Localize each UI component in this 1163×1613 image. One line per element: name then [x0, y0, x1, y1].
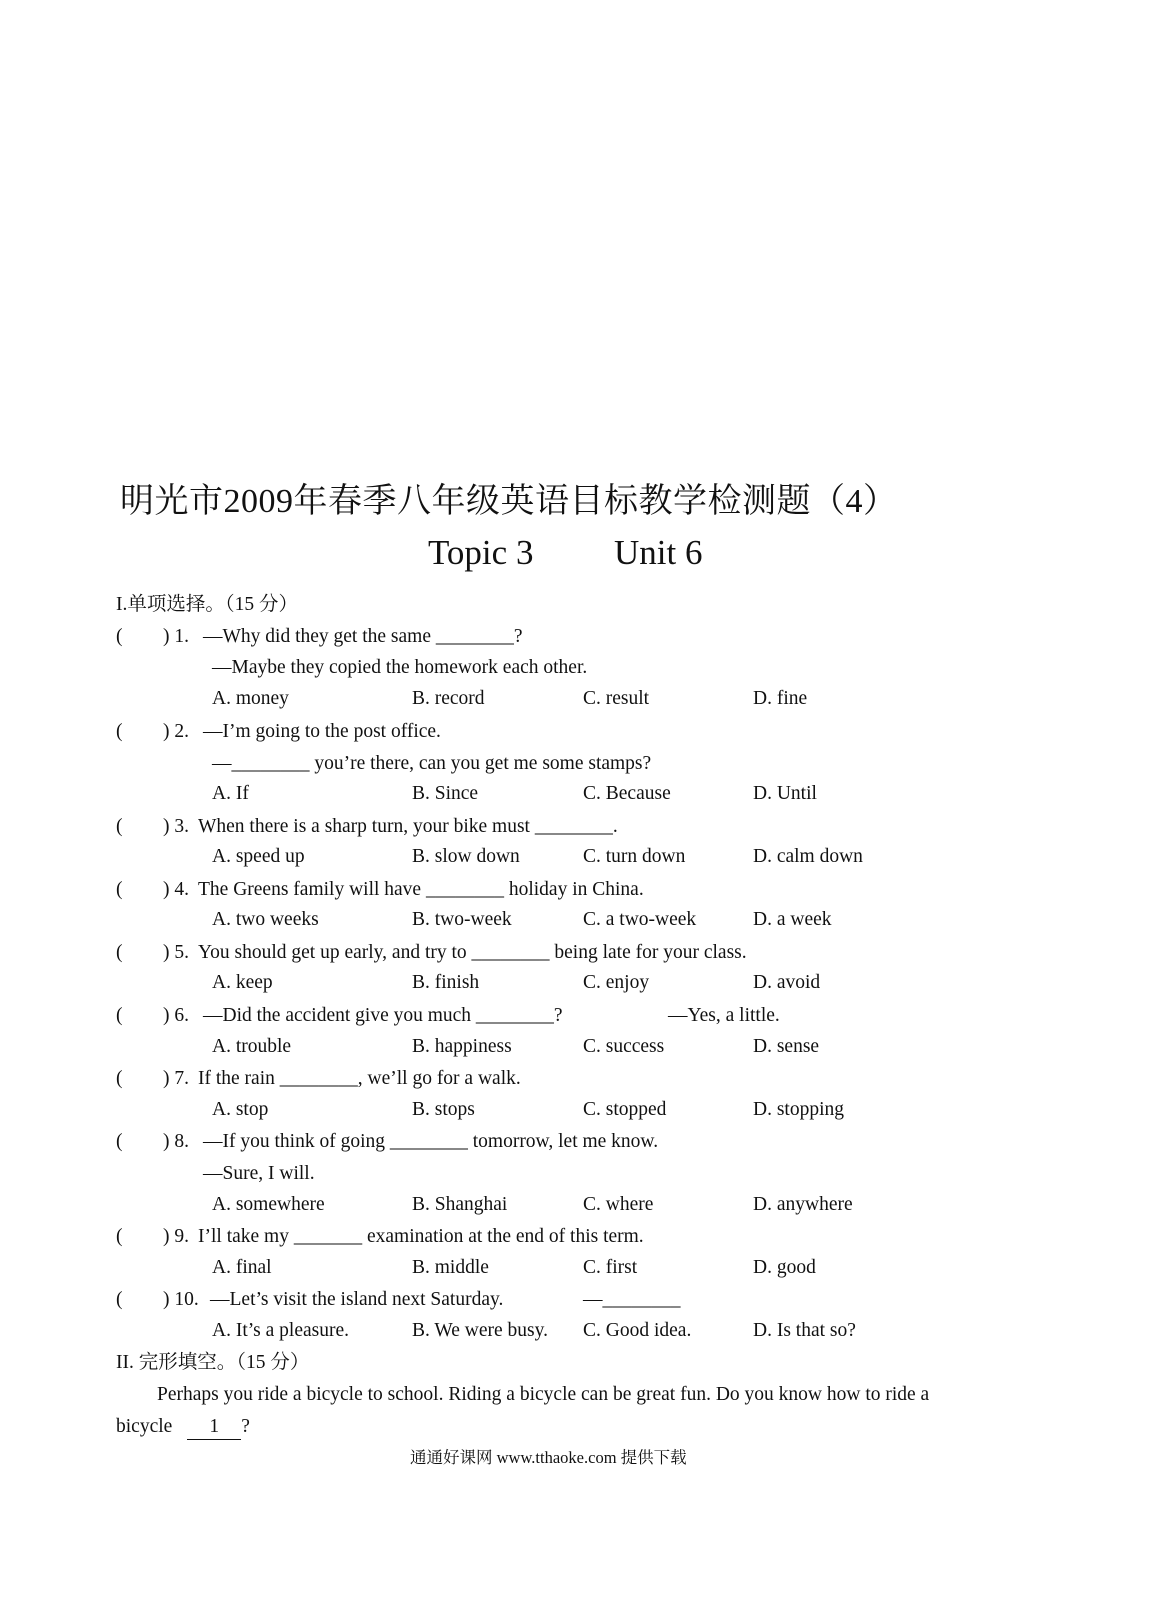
option-b: B. slow down	[412, 846, 520, 867]
question-number: ) 4.	[163, 879, 189, 900]
option-d: D. anywhere	[753, 1194, 853, 1215]
question-reply: —Yes, a little.	[668, 1005, 780, 1026]
option-c: C. Good idea.	[583, 1320, 692, 1341]
option-b: B. record	[412, 688, 485, 709]
option-b: B. Shanghai	[412, 1194, 508, 1215]
option-c: C. success	[583, 1036, 665, 1057]
question-stem: —Let’s visit the island next Saturday.	[210, 1289, 504, 1310]
option-b: B. We were busy.	[412, 1320, 548, 1341]
footer-credit: 通通好课网 www.tthaoke.com 提供下载	[410, 1448, 687, 1467]
answer-paren-open: (	[116, 1131, 123, 1152]
answer-paren-open: (	[116, 816, 123, 837]
option-d: D. sense	[753, 1036, 820, 1057]
option-d: D. good	[753, 1257, 816, 1278]
answer-paren-open: (	[116, 721, 123, 742]
option-c: C. stopped	[583, 1099, 667, 1120]
option-a: A. trouble	[212, 1036, 292, 1057]
option-c: C. where	[583, 1194, 654, 1215]
option-c: C. Because	[583, 783, 671, 804]
unit-label: Unit 6	[614, 533, 703, 572]
option-a: A. speed up	[212, 846, 305, 867]
option-c: C. turn down	[583, 846, 686, 867]
question-stem-reply: —Sure, I will.	[203, 1163, 315, 1184]
question-number: ) 1.	[163, 626, 189, 647]
question-number: ) 5.	[163, 942, 189, 963]
section1-heading: I.单项选择。（15 分）	[116, 594, 298, 615]
answer-paren-open: (	[116, 879, 123, 900]
option-d: D. stopping	[753, 1099, 845, 1120]
question-number: ) 10.	[163, 1289, 199, 1310]
question-stem-reply: —Maybe they copied the homework each other.	[212, 657, 588, 678]
passage-line-1: Perhaps you ride a bicycle to school. Riding a bicycle can be great fun. Do you know how to ride a	[157, 1384, 930, 1405]
answer-paren-open: (	[116, 1068, 123, 1089]
option-c: C. first	[583, 1257, 638, 1278]
question-stem: —Did the accident give you much ________?	[203, 1005, 563, 1026]
passage-text-end: ?	[241, 1416, 250, 1437]
passage-line-2	[116, 1415, 250, 1440]
question-stem-reply: —________ you’re there, can you get me some stamps?	[212, 753, 652, 774]
answer-paren-open: (	[116, 626, 123, 647]
option-a: A. money	[212, 688, 289, 709]
option-a: A. stop	[212, 1099, 269, 1120]
question-stem: When there is a sharp turn, your bike must ________.	[198, 816, 618, 837]
option-c: C. a two-week	[583, 909, 697, 930]
option-b: B. Since	[412, 783, 479, 804]
answer-paren-open: (	[116, 1289, 123, 1310]
question-number: ) 3.	[163, 816, 189, 837]
question-stem: If the rain ________, we’ll go for a walk.	[198, 1068, 521, 1089]
question-number: ) 2.	[163, 721, 189, 742]
answer-paren-open: (	[116, 1226, 123, 1247]
passage-blank: 1	[187, 1415, 241, 1440]
question-stem: —Why did they get the same ________?	[203, 626, 523, 647]
option-a: A. If	[212, 783, 249, 804]
option-a: A. final	[212, 1257, 272, 1278]
option-a: A. keep	[212, 972, 273, 993]
question-number: ) 8.	[163, 1131, 189, 1152]
option-a: A. It’s a pleasure.	[212, 1320, 349, 1341]
option-d: D. fine	[753, 688, 808, 709]
section2-heading: II. 完形填空。（15 分）	[116, 1352, 310, 1373]
option-c: C. enjoy	[583, 972, 650, 993]
option-d: D. a week	[753, 909, 832, 930]
option-d: D. calm down	[753, 846, 863, 867]
option-c: C. result	[583, 688, 650, 709]
question-reply: —________	[583, 1289, 681, 1310]
option-b: B. middle	[412, 1257, 489, 1278]
page-title: 明光市2009年春季八年级英语目标教学检测题（4）	[120, 483, 898, 520]
question-stem: —I’m going to the post office.	[203, 721, 441, 742]
option-b: B. happiness	[412, 1036, 512, 1057]
option-b: B. finish	[412, 972, 480, 993]
option-d: D. Until	[753, 783, 817, 804]
question-stem: The Greens family will have ________ holiday in China.	[198, 879, 644, 900]
question-number: ) 6.	[163, 1005, 189, 1026]
passage-text: bicycle	[116, 1416, 173, 1437]
question-stem: I’ll take my _______ examination at the end of this term.	[198, 1226, 644, 1247]
option-a: A. two weeks	[212, 909, 319, 930]
topic-label: Topic 3	[428, 533, 534, 572]
option-b: B. two-week	[412, 909, 512, 930]
option-b: B. stops	[412, 1099, 475, 1120]
answer-paren-open: (	[116, 1005, 123, 1026]
option-d: D. Is that so?	[753, 1320, 856, 1341]
question-stem: You should get up early, and try to ________ being late for your class.	[198, 942, 747, 963]
question-stem: —If you think of going ________ tomorrow, let me know.	[203, 1131, 659, 1152]
question-number: ) 9.	[163, 1226, 189, 1247]
option-a: A. somewhere	[212, 1194, 325, 1215]
question-number: ) 7.	[163, 1068, 189, 1089]
option-d: D. avoid	[753, 972, 821, 993]
answer-paren-open: (	[116, 942, 123, 963]
